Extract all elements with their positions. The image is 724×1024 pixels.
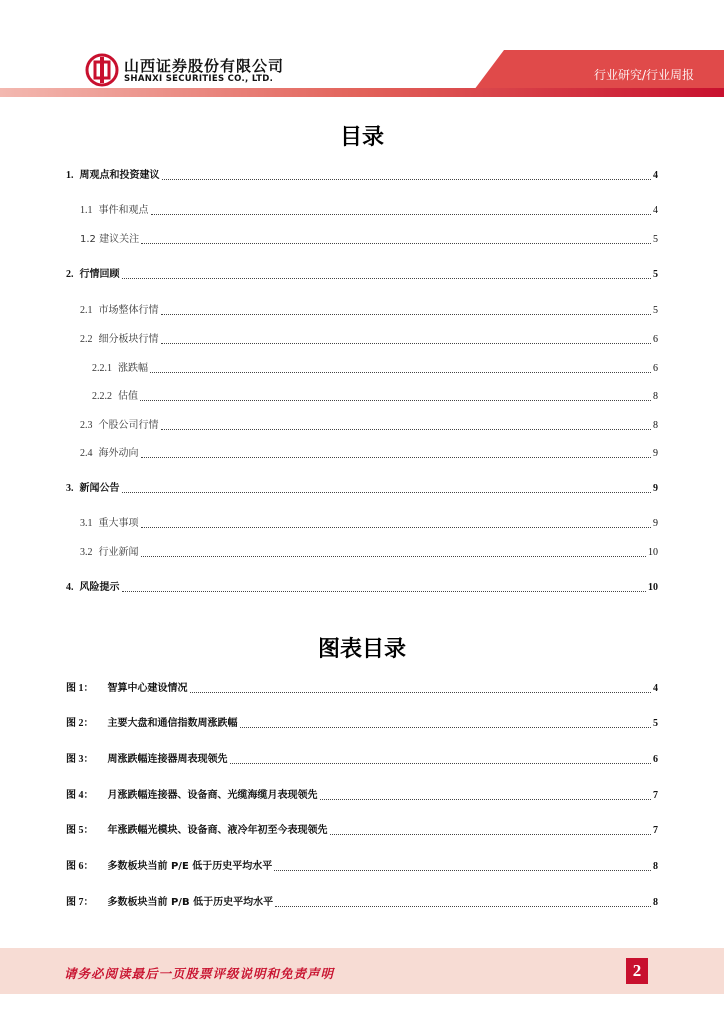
toc-entry[interactable] [92,361,658,375]
leader-dots [240,726,652,728]
figure-entry[interactable] [66,681,658,695]
figure-entry-page: 6 [653,754,658,765]
toc-entry[interactable] [66,267,658,281]
figure-entry-label: 智算中心建设情况 [107,683,188,694]
toc-entry-label: 周观点和投资建议 [79,170,160,181]
figure-entry-label: 周涨跌幅连接器周表现领先 [107,754,228,765]
toc-entry-page: 4 [653,170,658,181]
toc-entry-label: 行业新闻 [98,547,139,558]
toc-entry-label: 重大事项 [98,518,139,529]
figures-title: 图表目录 [317,637,406,662]
toc-entry[interactable] [80,303,658,317]
figure-entry[interactable] [66,716,658,730]
toc-entry-page: 5 [653,234,658,245]
figure-entry-page: 7 [653,825,658,836]
leader-dots [122,590,647,592]
leader-dots [141,242,651,244]
company-logo-icon [85,53,119,87]
toc-entry[interactable] [80,203,658,217]
leader-dots [122,277,652,279]
figure-entry-page: 8 [653,897,658,908]
toc-entry-number: 2.3 [80,420,93,431]
toc-entry[interactable] [92,389,658,403]
toc-entry-number: 3. [66,483,74,494]
figure-entry-label: 多数板块当前 P/B 低于历史平均水平 [107,897,274,908]
leader-dots [230,762,652,764]
toc-entry-label: 涨跌幅 [118,363,148,374]
toc-entry-number: 2.2.1 [92,363,112,374]
header-band [0,88,724,97]
company-name-cn: 山西证券股份有限公司 [124,57,285,75]
leader-dots [140,399,651,401]
leader-dots [141,555,647,557]
figure-entry-label: 主要大盘和通信指数周涨跌幅 [107,718,238,729]
figure-entry-number: 图 4： [66,790,94,801]
toc-entry[interactable] [66,481,658,495]
figure-entry-number: 图 2： [66,718,94,729]
leader-dots [320,798,652,800]
figure-entry-page: 4 [653,683,658,694]
toc-entry-page: 8 [653,391,658,402]
leader-dots [122,491,652,493]
leader-dots [150,371,651,373]
figure-entry[interactable] [66,895,658,909]
toc-entry-label: 细分板块行情 [98,334,159,345]
toc-entry[interactable] [66,580,658,594]
toc-entry-label: 行情回顾 [79,269,120,280]
toc-entry-label: 个股公司行情 [98,420,159,431]
toc-entry-number: 1. [66,170,74,181]
figure-entry-number: 图 3： [66,754,94,765]
leader-dots [162,178,652,180]
figure-entry-label: 年涨跌幅光模块、设备商、液冷年初至今表现领先 [107,825,328,836]
figure-entry[interactable] [66,788,658,802]
toc-entry-label: 估值 [118,391,138,402]
leader-dots [161,342,652,344]
figure-entry-number: 图 5： [66,825,94,836]
toc-entry[interactable] [80,232,658,246]
figure-entry-number: 图 1： [66,683,94,694]
toc-entry-number: 2.1 [80,305,93,316]
figure-entry-label: 月涨跌幅连接器、设备商、光缆海缆月表现领先 [107,790,318,801]
toc-entry-page: 9 [653,518,658,529]
toc-entry[interactable] [80,446,658,460]
toc-entry-page: 6 [653,334,658,345]
toc-entry-page: 4 [653,205,658,216]
page-number: 2 [626,958,648,984]
toc-entry-page: 5 [653,269,658,280]
toc-entry-number: 3.2 [80,547,93,558]
toc-entry-number: 2.2 [80,334,93,345]
leader-dots [141,526,652,528]
figure-entry-page: 5 [653,718,658,729]
page-header [0,0,724,96]
toc-entry-number: 1.1 [80,205,93,216]
leader-dots [141,456,652,458]
toc-entry-page: 9 [653,483,658,494]
toc-entry-page: 10 [648,547,658,558]
toc-entry[interactable] [80,545,658,559]
leader-dots [161,313,652,315]
leader-dots [330,833,652,835]
toc-entry-label: 新闻公告 [79,483,120,494]
figure-entry[interactable] [66,859,658,873]
toc-entry[interactable] [80,516,658,530]
company-name-en: SHANXI SECURITIES CO., LTD. [124,74,274,84]
toc-entry[interactable] [80,332,658,346]
leader-dots [274,869,651,871]
toc-entry-number: 2.4 [80,448,93,459]
toc-entry-label: 风险提示 [79,582,120,593]
toc-entry-page: 9 [653,448,658,459]
disclaimer-link[interactable]: 请务必阅读最后一页股票评级说明和免责声明 [64,966,335,981]
figure-entry-number: 图 7： [66,897,94,908]
figure-entry[interactable] [66,752,658,766]
toc-entry-number: 2. [66,269,74,280]
toc-entry[interactable] [80,418,658,432]
report-category: 行业研究/行业周报 [593,68,694,82]
toc-entry-label: 市场整体行情 [98,305,159,316]
figure-entry-page: 7 [653,790,658,801]
toc-title: 目录 [339,125,384,150]
toc-entry-page: 8 [653,420,658,431]
toc-entry-page: 6 [653,363,658,374]
toc-entry-page: 5 [653,305,658,316]
figure-entry[interactable] [66,823,658,837]
toc-entry-label: 海外动向 [98,448,139,459]
page-footer [0,948,724,994]
figure-entry-number: 图 6： [66,861,94,872]
toc-entry-label: 1.2 建议关注 [80,234,140,245]
leader-dots [151,213,652,215]
figure-entry-page: 8 [653,861,658,872]
toc-entry-number: 2.2.2 [92,391,112,402]
toc-entry[interactable] [66,168,658,182]
toc-entry-number: 3.1 [80,518,93,529]
figure-entry-label: 多数板块当前 P/E 低于历史平均水平 [107,861,273,872]
toc-entry-page: 10 [648,582,658,593]
toc-entry-number: 4. [66,582,74,593]
toc-entry-label: 事件和观点 [98,205,149,216]
leader-dots [190,691,652,693]
leader-dots [275,905,651,907]
leader-dots [161,428,652,430]
